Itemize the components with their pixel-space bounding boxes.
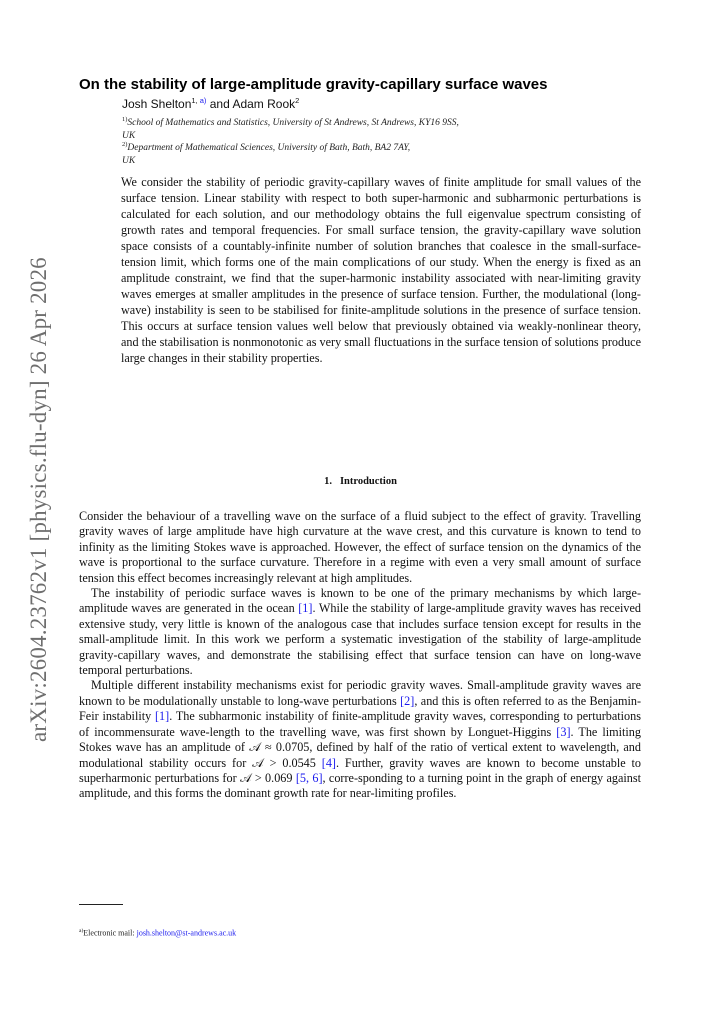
email-footnote-link[interactable]: a) xyxy=(199,96,207,105)
paragraph-text: Multiple different instability mechanisms exist for periodic gravity waves. Small-amplitude gravity waves are known to be modulationally unstable to long-wave perturbations xyxy=(79,678,641,708)
section-title: Introduction xyxy=(339,476,397,487)
paragraph-text: . The limiting Stokes wave has an amplitude of 𝒜 ≈ 0.0705, defined by half of the ratio of vertical extent to wavelength, and modulational stability occurs for 𝒜 > 0.0545 xyxy=(79,724,641,770)
author-name: Adam Rook xyxy=(232,97,296,111)
section-heading xyxy=(0,476,721,487)
author-line xyxy=(122,96,299,111)
paper-title: On the stability of large-amplitude gravity-capillary surface waves xyxy=(79,76,548,93)
citation-link[interactable]: [5, 6] xyxy=(295,770,323,785)
citation-link[interactable]: [2] xyxy=(400,693,415,708)
email-link[interactable]: josh.shelton@st-andrews.ac.uk xyxy=(136,928,237,938)
affiliation-2 xyxy=(122,139,592,167)
introduction-body xyxy=(79,509,641,802)
citation-link[interactable]: [4] xyxy=(321,755,336,770)
paragraph xyxy=(79,509,641,586)
affiliation-text: Department of Mathematical Sciences, University of Bath, Bath, BA2 7AY, xyxy=(127,143,411,154)
arxiv-side-stamp xyxy=(22,252,50,742)
affiliation-text: School of Mathematics and Statistics, University of St Andrews, St Andrews, KY16 9SS, xyxy=(127,118,459,129)
paragraph-text: , and this is often referred to as the Benjamin-Feir instability xyxy=(79,693,641,724)
affiliation-country: UK xyxy=(122,130,136,141)
footnote xyxy=(79,928,236,938)
affiliation-marker: 1) xyxy=(122,116,128,123)
citation-link[interactable]: [3] xyxy=(556,724,571,739)
paragraph xyxy=(79,678,641,801)
citation-link[interactable]: [1] xyxy=(298,601,313,616)
abstract: We consider the stability of periodic gravity-capillary waves of finite amplitude for small values of the surface tension. Linear stability with respect to both super-harmonic and subharmonic perturbations is calculated for each solution, and our methodology obtains the full eigenvalue spectrum consisting of growth rates and temporal frequencies. For small surface tension, the gravity-capillary wave solution space consists of a countably-infinite number of solution branches that coalesce in the small-surface-tension limit, which forms one of the main complications of our study. When the energy is fixed as an amplitude constraint, we find that the super-harmonic instability associated with near-limiting gravity waves emerges at smaller amplitudes in the presence of surface tension. Further, the modulational (long-wave) instability is seen to be stabilised for finite-amplitude solutions in the presence of surface tension. This occurs at surface tension values well below that previously obtained via weakly-nonlinear theory, and the stabilisation is nonmonotonic as very small fluctuations in the surface tension of solutions produce large changes in their stability properties. xyxy=(121,175,641,365)
affiliation-marker: 1, xyxy=(191,96,200,105)
author-name: Josh Shelton xyxy=(122,97,192,111)
paragraph-text: . Further, gravity waves are known to become unstable to superharmonic perturbations for 𝒜 > 0.069 xyxy=(79,755,641,785)
author-joiner: and xyxy=(206,97,233,111)
paragraph-text: . While the stability of large-amplitude gravity waves has received extensive study, very little is known of the analogous case that includes surface tension except for results in the small-amplitude limit. In this work we perform a systematic investigation of the stability of large-amplitude gravity-capillary waves, and demonstrate the stabilising effect that surface tension can have on long-wave temporal perturbations. xyxy=(79,601,641,678)
footnote-label: Electronic mail: xyxy=(83,928,137,938)
arxiv-identifier: arXiv:2604.23762v1 [physics.flu-dyn] 26 Apr 2026 xyxy=(26,257,51,742)
section-number: 1. xyxy=(324,476,332,487)
paragraph xyxy=(79,586,641,678)
footnote-marker: a) xyxy=(79,928,84,934)
affiliation-1 xyxy=(122,114,592,142)
paragraph-text: The instability of periodic surface waves is known to be one of the primary mechanisms by which large-amplitude waves are generated in the ocean xyxy=(79,586,641,616)
affiliation-marker: 2 xyxy=(295,96,300,105)
paragraph-text: . The subharmonic instability of finite-amplitude gravity waves, corresponding to perturbations of incommensurate wave-length to the travelling wave, was first shown by Longuet-Higgins xyxy=(79,709,641,739)
paragraph-text: Consider the behaviour of a travelling wave on the surface of a fluid subject to the effect of gravity. Travelling gravity waves of large amplitude have high curvature at the wave crest, and this curvature is known to tend to infinity as the limiting Stokes wave is approached. However, the effect of surface tension on the dynamics of the wave is proportional to the surface curvature. Therefore in a regime with even a very small amount of surface tension this effect becomes increasingly relevant at high amplitudes. xyxy=(79,509,641,585)
paragraph-text: , corre-sponding to a turning point in the graph of energy against amplitude, and this forms the dominant growth rate for near-limiting profiles. xyxy=(79,770,641,801)
footnote-rule xyxy=(79,904,123,905)
affiliation-marker: 2) xyxy=(122,141,128,148)
affiliation-country: UK xyxy=(122,155,136,166)
citation-link[interactable]: [1] xyxy=(155,709,170,724)
